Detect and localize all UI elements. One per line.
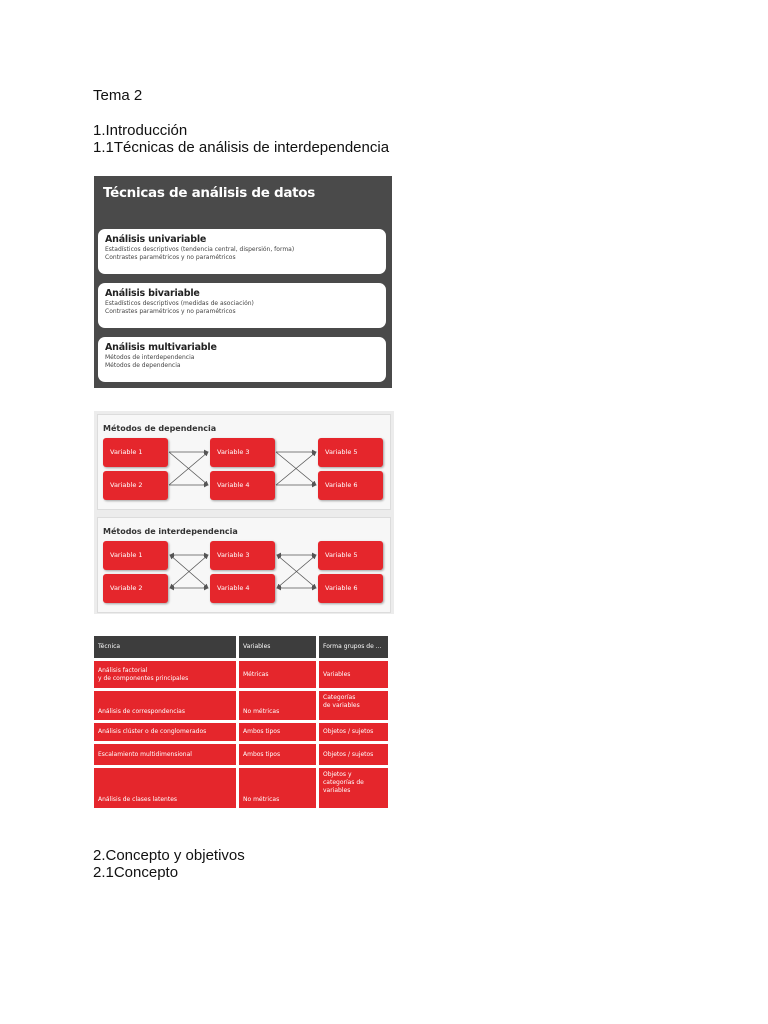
variable-box: Variable 1 <box>103 438 168 467</box>
card-line: Contrastes paramétricos y no paramétricos <box>105 308 236 315</box>
panel-title: Métodos de dependencia <box>103 424 217 433</box>
variable-box: Variable 2 <box>103 471 168 500</box>
multivariable-card <box>98 337 386 382</box>
variable-box: Variable 1 <box>103 541 168 570</box>
table-cell <box>319 691 388 720</box>
section-2-heading: 2.Concepto y objetivos <box>93 847 245 864</box>
table-cell <box>319 744 388 765</box>
section-1-heading: 1.Introducción <box>93 122 188 139</box>
variable-box: Variable 6 <box>318 471 383 500</box>
section-1-1-heading: 1.1Técnicas de análisis de interdependencia <box>93 139 390 156</box>
table-cell <box>239 691 316 720</box>
dependence-methods-figure <box>94 411 394 614</box>
cell-text: Ambos tipos <box>243 728 281 735</box>
card-line: Métodos de interdependencia <box>105 354 195 361</box>
cell-text: Análisis de clases latentes <box>98 796 178 803</box>
table-cell <box>239 723 316 741</box>
table-cell <box>94 723 236 741</box>
header-text: Forma grupos de ... <box>323 643 382 650</box>
cell-text: Análisis clúster o de conglomerados <box>98 728 207 735</box>
table-cell <box>94 744 236 765</box>
cell-text: Objetos y <box>323 771 352 778</box>
card-line: Estadísticos descriptivos (tendencia central, dispersión, forma) <box>105 246 295 253</box>
techniques-table <box>94 636 390 810</box>
figure-title: Técnicas de análisis de datos <box>103 185 316 201</box>
cell-text: Métricas <box>243 670 269 678</box>
document-heading: Tema 2 <box>93 87 143 104</box>
bivariable-card <box>98 283 386 328</box>
cell-text: y de componentes principales <box>98 674 189 682</box>
variable-box: Variable 3 <box>210 541 275 570</box>
cell-text: Objetos / sujetos <box>323 728 374 735</box>
interdependence-panel <box>97 517 391 613</box>
cell-text: No métricas <box>243 796 280 803</box>
cell-text: Variables <box>323 670 351 678</box>
card-line: Métodos de dependencia <box>105 362 181 369</box>
cell-text: Ambos tipos <box>243 750 281 758</box>
section-2-1-heading: 2.1Concepto <box>93 864 179 881</box>
variable-box: Variable 3 <box>210 438 275 467</box>
panel-title: Métodos de interdependencia <box>103 527 238 536</box>
cell-text: variables <box>323 787 351 794</box>
table-cell <box>239 661 316 688</box>
data-analysis-techniques-figure <box>94 176 392 388</box>
table-header-cell <box>239 636 316 658</box>
variable-box: Variable 2 <box>103 574 168 603</box>
card-title: Análisis bivariable <box>105 288 200 299</box>
univariable-card <box>98 229 386 274</box>
cell-text: Análisis de correspondencias <box>98 708 185 715</box>
cell-text: Objetos / sujetos <box>323 750 374 758</box>
cell-text: Escalamiento multidimensional <box>98 750 192 758</box>
table-cell <box>94 691 236 720</box>
header-text: Variables <box>243 643 271 650</box>
card-line: Contrastes paramétricos y no paramétricos <box>105 254 236 261</box>
cell-text: Categorías <box>323 694 356 701</box>
header-text: Técnica <box>98 643 121 650</box>
card-line: Estadísticos descriptivos (medidas de asociación) <box>105 300 254 307</box>
variable-box: Variable 4 <box>210 471 275 500</box>
table-cell <box>239 744 316 765</box>
table-cell <box>94 661 236 688</box>
table-cell <box>319 768 388 808</box>
card-title: Análisis univariable <box>105 234 207 245</box>
table-cell <box>94 768 236 808</box>
table-header-cell <box>319 636 388 658</box>
table-cell <box>319 661 388 688</box>
variable-box: Variable 5 <box>318 541 383 570</box>
cell-text: de variables <box>323 702 360 709</box>
table-header-cell <box>94 636 236 658</box>
variable-box: Variable 4 <box>210 574 275 603</box>
card-title: Análisis multivariable <box>105 342 217 353</box>
cell-text: Análisis factorial <box>98 666 148 674</box>
cell-text: No métricas <box>243 708 280 715</box>
dependence-panel <box>97 414 391 510</box>
table-cell <box>319 723 388 741</box>
cell-text: categorías de <box>323 779 364 786</box>
variable-box: Variable 5 <box>318 438 383 467</box>
table-cell <box>239 768 316 808</box>
variable-box: Variable 6 <box>318 574 383 603</box>
